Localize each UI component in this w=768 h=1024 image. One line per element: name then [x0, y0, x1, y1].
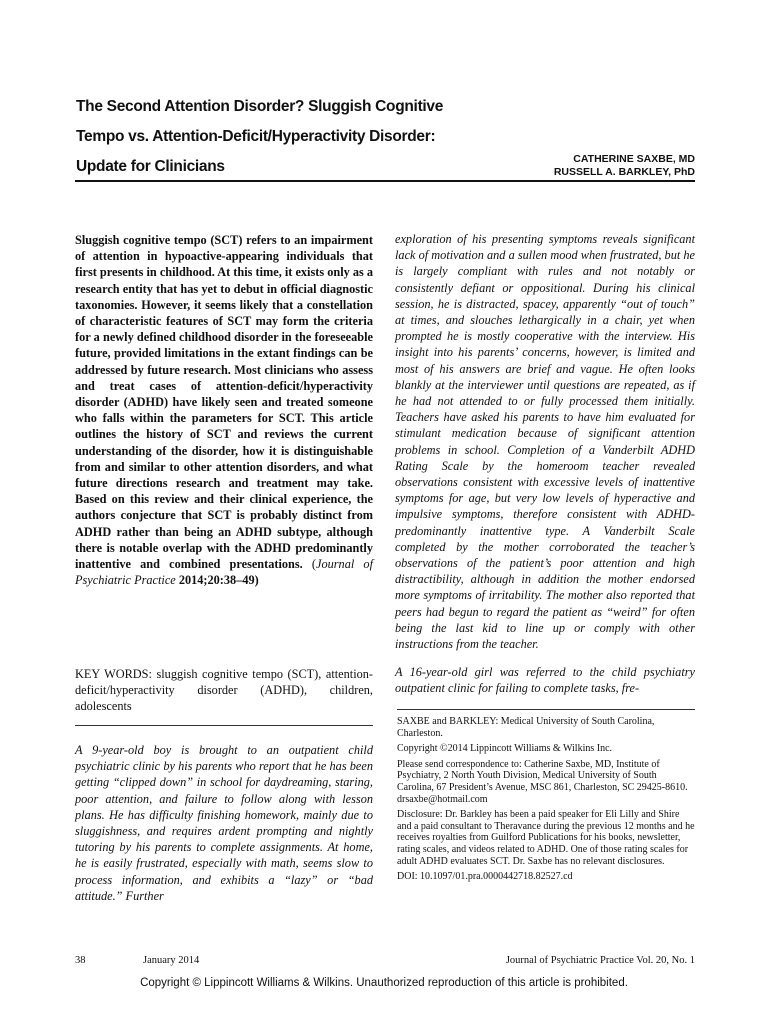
keywords: KEY WORDS: sluggish cognitive tempo (SCT), attention-deficit/hyperactivity disorder (ADHD), children, adolescents: [75, 667, 373, 714]
keywords-divider: [75, 725, 373, 726]
correspondence-note: Please send correspondence to: Catherine Saxbe, MD, Institute of Psychiatry, 2 North Youth Division, Medical University of South Carolina, 67 President’s Avenue, MSC 861, Charleston, SC 29425-8610. drsaxbe@hotmail.com: [397, 758, 688, 805]
doi-note: DOI: 10.1097/01.pra.0000442718.82527.cd: [397, 871, 573, 883]
case-vignette-2: A 16-year-old girl was referred to the child psychiatry outpatient clinic for failing to complete tasks, fre-: [395, 665, 695, 696]
issue-date: January 2014: [143, 955, 200, 966]
author-notes: [397, 716, 695, 887]
copyright-notice: Copyright © Lippincott Williams & Wilkins. Unauthorized reproduction of this article is prohibited.: [140, 977, 628, 989]
case-vignette-1: A 9-year-old boy is brought to an outpatient child psychiatric clinic by his parents who report that he has been getting “clipped down” in school for daydreaming, staring, poor attention, and failure to follow along with lesson plans. He has difficulty finishing homework, mainly due to sluggishness, and requires ardent prompting and nightly tutoring by his parents to complete assignments. At home, he is easily frustrated, especially with math, seems slow to process information, and exhibits a “lazy” or “bad attitude.” Further: [75, 743, 373, 903]
article-title-line-3: Update for Clinicians: [76, 158, 225, 175]
disclosure-note: Disclosure: Dr. Barkley has been a paid speaker for Eli Lilly and Shire and a paid consultant to Theravance during the previous 12 months and he receives royalties from Guilford Publications for his books, newsletter, rating scales, and videos related to ADHD. One of those rating scales for adult ADHD evaluates SCT. Dr. Saxbe has no relevant disclosures.: [397, 809, 695, 867]
author-2: RUSSELL A. BARKLEY, PhD: [553, 166, 695, 178]
abstract-text: Sluggish cognitive tempo (SCT) refers to an impairment of attention in hypoactive-appearing individuals that first presents in childhood. At this time, it exists only as a research entity that has yet to debut in official diagnostic taxonomies. However, it seems likely that a constellation of characteristic features of SCT may form the criteria for a newly defined childhood disorder in the foreseeable future, provided limitations in the extant findings can be addressed by future research. Most clinicians who assess and treat cases of attention-deficit/hyperactivity disorder (ADHD) have likely seen and treated someone who falls within the parameters for SCT. This article outlines the history of SCT and reviews the current understanding of the disorder, how it is distinguishable from and similar to other attention disorders, and what future directions research and treatment may take. Based on this review and their clinical experience, the authors conjecture that SCT is probably distinct from ADHD rather than being an ADHD subtype, although there is notable overlap with the ADHD predominantly inattentive and combined presentations.: [75, 233, 373, 572]
author-list: [554, 153, 695, 179]
affiliation-note: SAXBE and BARKLEY: Medical University of South Carolina, Charleston.: [397, 716, 655, 739]
title-rule: [75, 180, 695, 182]
author-1: CATHERINE SAXBE, MD: [573, 153, 695, 165]
article-title-line-1: The Second Attention Disorder? Sluggish Cognitive: [76, 98, 444, 115]
abstract: [75, 232, 373, 588]
case-vignette-1-continued: exploration of his presenting symptoms reveals significant lack of motivation and a sullen mood when frustrated, but he is largely compliant with rules and not notably or consistently defiant or oppositional. During his clinical session, he is distracted, spacey, apparently “out of touch” at times, and slouches lethargically in a chair, yet when prompted he is mostly cooperative with the interview. His insight into his parents’ concerns, however, is limited and most of his answers are brief and vague. He often looks blankly at the interviewer until questions are repeated, as if he had not attended to or fully processed them initially. Teachers have asked his parents to have him evaluated for stimulant medication because of significant attention problems in school. Completion of a Vanderbilt ADHD Rating Scale by the homeroom teacher revealed observations consistent with excessive levels of inattentive symptoms for age, but very low levels of hyperactive and impulsive symptoms, therefore consistent with ADHD-predominantly inattentive type. A Vanderbilt Scale completed by the mother corroborated the teacher’s observations of the patient’s poor attention and high distractibility, although in addition the mother endorsed more symptoms of irritability. The mother also reported that peers had begun to regard the patient as “weird” for often being the last kid to line up or comply with other instructions from the teacher.: [395, 232, 695, 652]
copyright-note: Copyright ©2014 Lippincott Williams & Wilkins Inc.: [397, 743, 613, 755]
article-title-line-2: Tempo vs. Attention-Deficit/Hyperactivity Disorder:: [76, 128, 436, 145]
footnote-divider: [397, 709, 695, 710]
citation-volume: 2014;20:38–49): [178, 573, 259, 588]
page-number: 38: [75, 955, 86, 966]
abstract-citation: (Journal of Psychiatric Practice 2014;20:38–49): [75, 557, 373, 588]
journal-info: Journal of Psychiatric Practice Vol. 20, No. 1: [505, 955, 695, 966]
citation-journal: Journal of Psychiatric Practice: [75, 557, 373, 588]
